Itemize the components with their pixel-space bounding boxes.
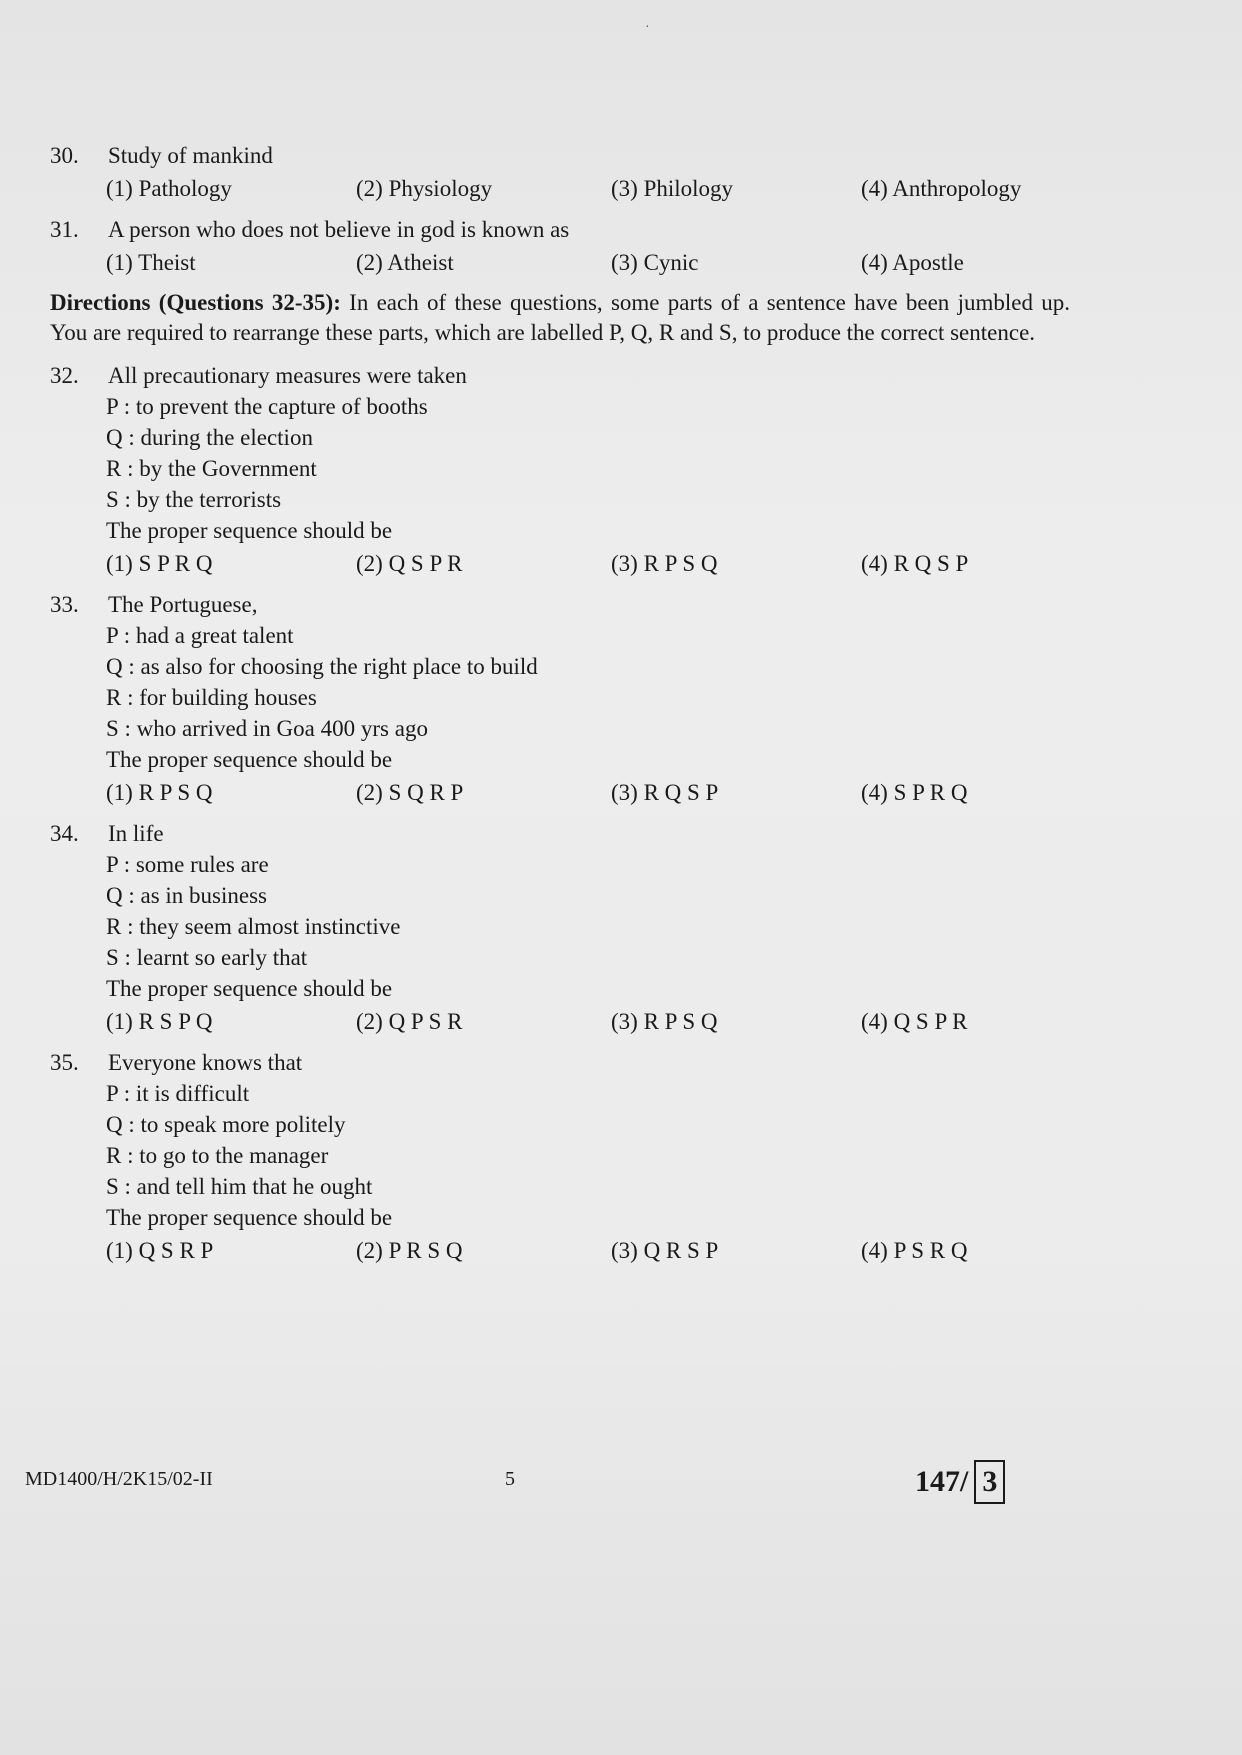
part-s: S : by the terrorists	[106, 487, 282, 512]
options-row	[106, 247, 1070, 278]
sentence-parts	[106, 1078, 1070, 1202]
part-q: Q : to speak more politely	[106, 1112, 346, 1137]
question-34	[50, 818, 1070, 1037]
option-1: (1) S P R Q	[106, 551, 213, 576]
sequence-prompt: The proper sequence should be	[106, 1205, 393, 1230]
part-s: S : who arrived in Goa 400 yrs ago	[106, 716, 428, 741]
part-s: S : learnt so early that	[106, 945, 308, 970]
option-3: (3) R Q S P	[611, 780, 719, 805]
options-row	[106, 1235, 1070, 1266]
question-35	[50, 1047, 1070, 1266]
option-4: (4) P S R Q	[861, 1238, 968, 1263]
directions-block	[50, 288, 1070, 348]
option-3: (3) Cynic	[611, 250, 699, 275]
stray-mark: ·	[645, 20, 650, 35]
part-r: R : by the Government	[106, 456, 317, 481]
option-4: (4) Q S P R	[861, 1009, 968, 1034]
options-row	[106, 1006, 1070, 1037]
question-number: 34.	[50, 821, 79, 846]
question-number: 32.	[50, 363, 79, 388]
option-1: (1) R P S Q	[106, 780, 213, 805]
option-1: (1) Q S R P	[106, 1238, 214, 1263]
option-3: (3) Philology	[611, 176, 734, 201]
question-stem: The Portuguese,	[108, 592, 258, 617]
sequence-prompt: The proper sequence should be	[106, 976, 393, 1001]
option-3: (3) R P S Q	[611, 551, 718, 576]
booklet-number	[915, 1460, 1005, 1504]
option-4: (4) S P R Q	[861, 780, 968, 805]
question-30	[50, 140, 1070, 204]
option-4: (4) Apostle	[861, 250, 964, 275]
option-2: (2) Q P S R	[356, 1009, 463, 1034]
options-row	[106, 548, 1070, 579]
question-31	[50, 214, 1070, 278]
part-r: R : for building houses	[106, 685, 317, 710]
set-box: 3	[974, 1460, 1005, 1504]
directions-heading: Directions (Questions 32-35):	[50, 290, 341, 315]
option-1: (1) Theist	[106, 250, 196, 275]
booklet-number-text: 147/	[915, 1465, 969, 1498]
sentence-parts	[106, 620, 1070, 744]
part-s: S : and tell him that he ought	[106, 1174, 373, 1199]
question-stem: In life	[108, 821, 164, 846]
option-2: (2) Q S P R	[356, 551, 463, 576]
option-1: (1) Pathology	[106, 176, 232, 201]
question-32	[50, 360, 1070, 579]
question-content	[50, 140, 1070, 1276]
question-stem: All precautionary measures were taken	[108, 363, 467, 388]
question-stem: Study of mankind	[108, 143, 273, 168]
question-33	[50, 589, 1070, 808]
directions-text: In each of these questions, some parts of a sentence have been jumbled up. You are required to rearrange these parts, which are labelled P, Q, R and S, to produce the correct sentence.	[50, 290, 1071, 345]
question-number: 35.	[50, 1050, 79, 1075]
question-stem: A person who does not believe in god is known as	[108, 217, 570, 242]
part-q: Q : as also for choosing the right place to build	[106, 654, 538, 679]
sentence-parts	[106, 391, 1070, 515]
option-4: (4) R Q S P	[861, 551, 969, 576]
sequence-prompt: The proper sequence should be	[106, 747, 393, 772]
paper-code: MD1400/H/2K15/02-II	[25, 1468, 213, 1490]
option-2: (2) S Q R P	[356, 780, 464, 805]
options-row	[106, 777, 1070, 808]
option-3: (3) Q R S P	[611, 1238, 719, 1263]
page-number: 5	[505, 1468, 515, 1490]
question-stem: Everyone knows that	[108, 1050, 303, 1075]
question-number: 33.	[50, 592, 79, 617]
option-2: (2) Atheist	[356, 250, 454, 275]
sequence-prompt: The proper sequence should be	[106, 518, 393, 543]
option-2: (2) Physiology	[356, 176, 493, 201]
question-number: 31.	[50, 217, 79, 242]
part-r: R : they seem almost instinctive	[106, 914, 401, 939]
part-q: Q : as in business	[106, 883, 267, 908]
options-row	[106, 173, 1070, 204]
part-p: P : to prevent the capture of booths	[106, 394, 428, 419]
part-q: Q : during the election	[106, 425, 313, 450]
option-1: (1) R S P Q	[106, 1009, 213, 1034]
option-4: (4) Anthropology	[861, 176, 1022, 201]
sentence-parts	[106, 849, 1070, 973]
part-p: P : it is difficult	[106, 1081, 250, 1106]
option-3: (3) R P S Q	[611, 1009, 718, 1034]
option-2: (2) P R S Q	[356, 1238, 463, 1263]
part-p: P : some rules are	[106, 852, 269, 877]
question-number: 30.	[50, 143, 79, 168]
part-r: R : to go to the manager	[106, 1143, 329, 1168]
part-p: P : had a great talent	[106, 623, 294, 648]
